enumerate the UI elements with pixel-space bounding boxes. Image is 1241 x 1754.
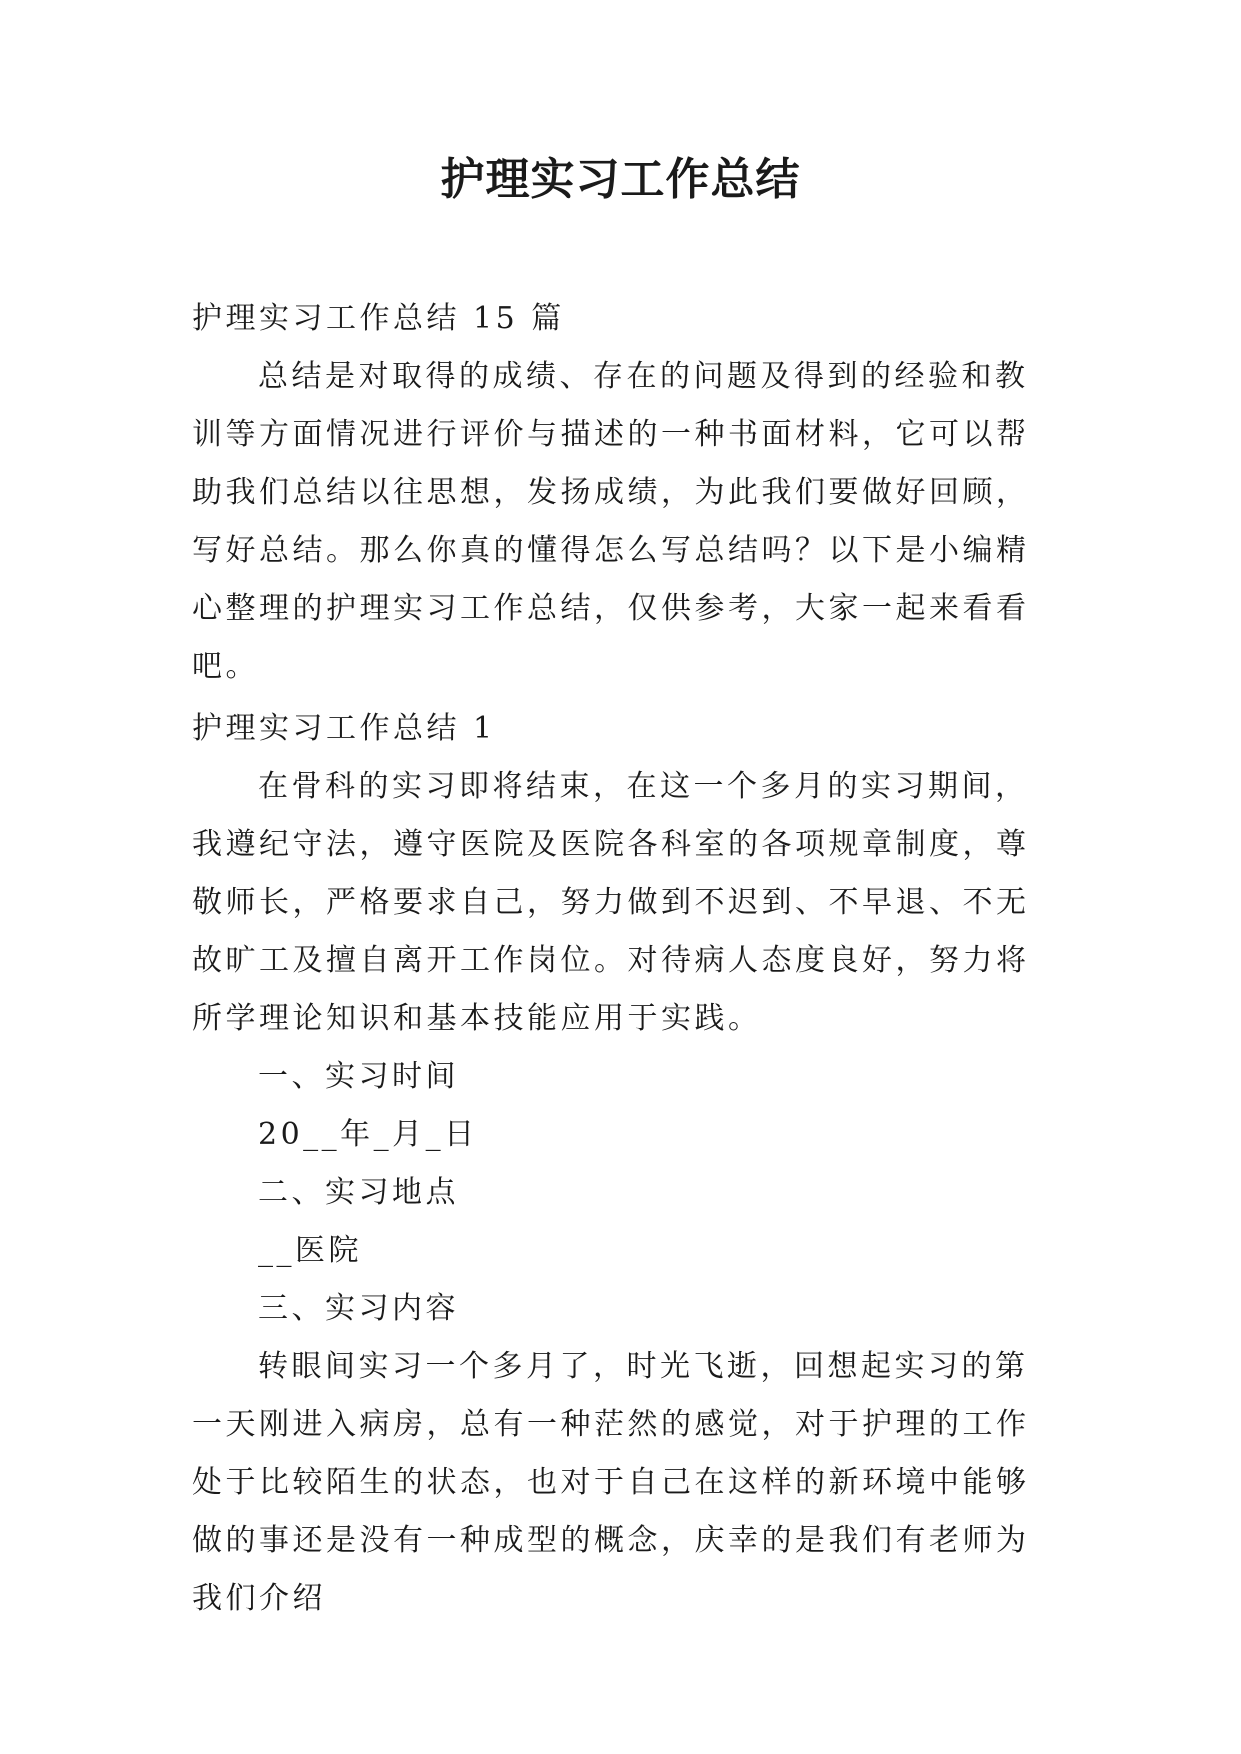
summary-1-paragraph-2: 转眼间实习一个多月了，时光飞逝，回想起实习的第一天刚进入病房，总有一种茫然的感觉，对于护理的工作处于比较陌生的状态，也对于自己在这样的新环境中能够做的事还是没有一种成型的概念，庆幸的是我们有老师为我们介绍 <box>192 1349 1030 1616</box>
intro-section <box>192 290 1050 696</box>
internship-time-heading: 一、实习时间 <box>258 1059 459 1094</box>
summary-1-heading: 护理实习工作总结 1 <box>192 711 496 746</box>
intro-heading: 护理实习工作总结 15 篇 <box>192 301 565 336</box>
summary-1-section <box>192 700 1050 1628</box>
intro-paragraph: 总结是对取得的成绩、存在的问题及得到的经验和教训等方面情况进行评价与描述的一种书面材料，它可以帮助我们总结以往思想，发扬成绩，为此我们要做好回顾，写好总结。那么你真的懂得怎么写总结吗？以下是小编精心整理的护理实习工作总结，仅供参考，大家一起来看看吧。 <box>192 359 1030 684</box>
internship-location-heading: 二、实习地点 <box>258 1175 459 1210</box>
summary-1-paragraph-1: 在骨科的实习即将结束，在这一个多月的实习期间，我遵纪守法，遵守医院及医院各科室的各项规章制度，尊敬师长，严格要求自己，努力做到不迟到、不早退、不无故旷工及擅自离开工作岗位。对待病人态度良好，努力将所学理论知识和基本技能应用于实践。 <box>192 769 1030 1036</box>
page-title: 护理实习工作总结 <box>440 154 801 205</box>
internship-content-heading: 三、实习内容 <box>258 1291 459 1326</box>
internship-time-value: 20__年_月_日 <box>258 1117 478 1152</box>
internship-location-value: __医院 <box>258 1233 362 1268</box>
